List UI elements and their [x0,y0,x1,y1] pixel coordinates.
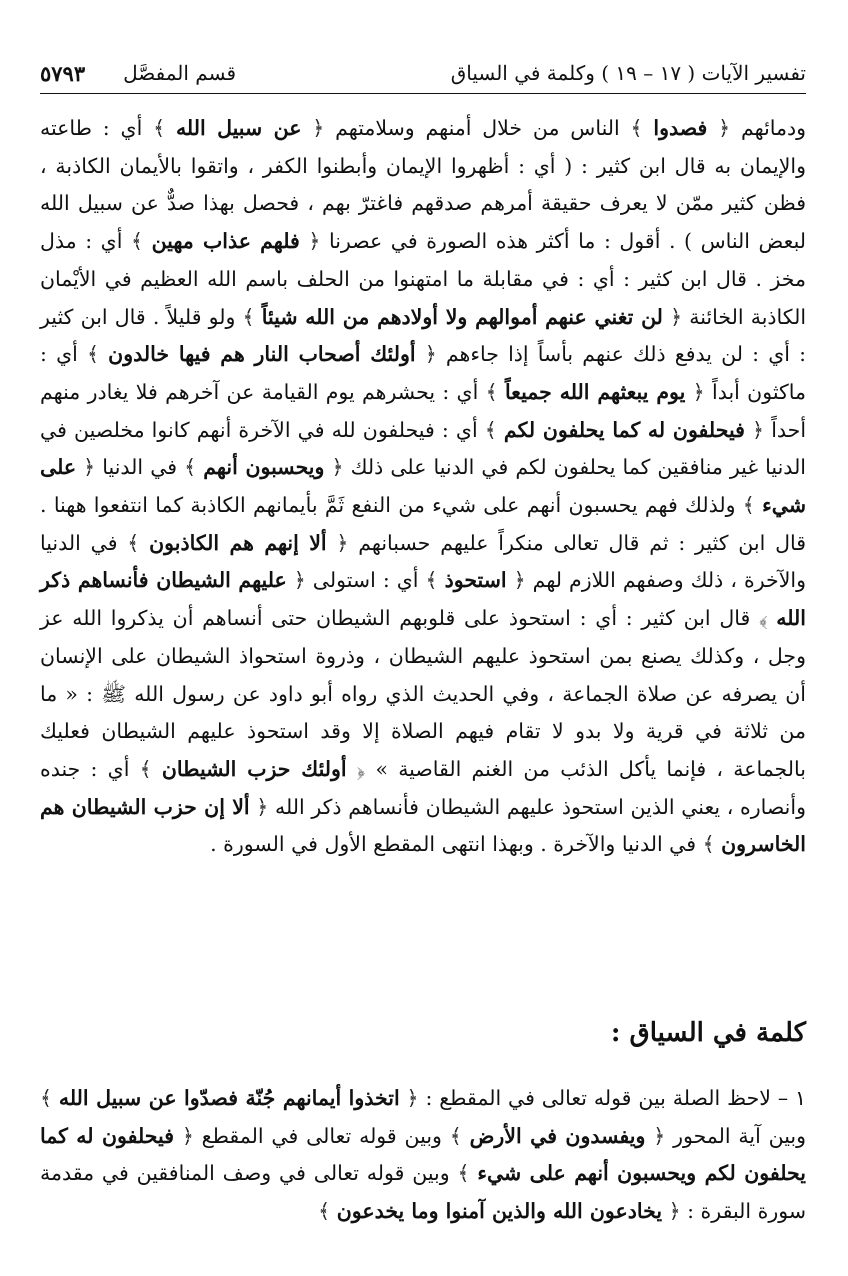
ornate-bracket-close: ﴾ [130,229,152,254]
running-head-title: تفسير الآيات ( ١٧ – ١٩ ) وكلمة في السياق [450,61,806,85]
ornate-bracket-close: ﴾ [742,493,763,518]
ornate-bracket-open: ﴿ [346,756,366,781]
commentary-text: قال ابن كثير : أي : استحوذ على قلوبهم الشيطان حتى أنساهم أن يذكروا الله عز وجل ، وكذلك يصنع بمن استحوذ عليهم الشيطان ، وذروة استحواذ الشيطان على الإنسان أن يصرفه عن صلاة الجماعة ، وفي الحديث الذي رواه أبو داود عن رسول الله ﷺ : « ما من ثلاثة في قرية ولا بدو لا تقام فيهم الصلاة إلا وقد استحوذ عليهم الشيطان فعليك بالجماعة ، فإنما يأكل الذئب من الغنم القاصية » [40,606,806,781]
quran-verse-quote: على شيء [40,455,806,518]
ornate-bracket-open: ﴿ [415,342,437,367]
commentary-text: أي : طاعته والإيمان به قال ابن كثير : ( أي : أظهروا الإيمان وأبطنوا الكفر ، واتقوا بالأيمان الكاذبة ، فظن كثير ممّن لا يعرف حقيقة أمرهم صدقهم فاغترّ بهم ، فحصل بهذا صدٌّ عن سبيل الله لبعض الناس ) . أقول : ما أكثر هذه الصورة في عصرنا [40,116,806,254]
ornate-bracket-close: ﴾ [318,1198,337,1223]
context-paragraph [40,1080,806,1230]
quran-verse-quote: لن تغني عنهم أموالهم ولا أولادهم من الله شيئاً [261,304,663,329]
quran-verse-quote: فيحلفون له كما يحلفون لكم ويحسبون أنهم على شيء [40,1123,806,1185]
commentary-text: أي : استولى [305,568,426,593]
quran-verse-quote: ألا إن حزب الشيطان هم الخاسرون [40,794,806,857]
ornate-bracket-close: ﴾ [40,1086,59,1110]
tafsir-body [40,110,806,864]
section-heading: كلمة في السياق : [610,1018,806,1048]
section-name: قسم المفصَّل [123,61,237,85]
quran-verse-quote: ألا إنهم هم الكاذبون [149,530,327,555]
ornate-bracket-open: ﴿ [662,1198,681,1223]
ornate-bracket-open: ﴿ [506,568,526,593]
running-head-left [40,61,236,86]
ornate-bracket-open: ﴿ [685,379,705,404]
quran-verse-quote: ويحسبون أنهم [203,455,325,480]
ornate-bracket-close: ﴾ [630,116,654,140]
ornate-bracket-close: ﴾ [702,832,722,857]
ornate-bracket-open: ﴿ [286,568,306,593]
ornate-bracket-close: ﴾ [485,379,505,404]
ornate-bracket-close: ﴾ [457,1161,478,1185]
ornate-bracket-open: ﴿ [707,116,731,140]
commentary-text: ودمائهم [730,116,807,140]
commentary-text: أي : فيحلفون لله في الآخرة أنهم كانوا مخلصين في الدنيا غير منافقين كما يحلفون لكم في الدنيا على ذلك [40,417,807,480]
commentary-text: في الدنيا [95,455,185,480]
quran-verse-quote: استحوذ [444,568,507,593]
ornate-bracket-open: ﴿ [299,229,321,254]
ornate-bracket-open: ﴿ [249,794,269,819]
quran-verse-quote: يوم يبعثهم الله جميعاً [504,379,686,404]
ornate-bracket-open: ﴿ [326,530,349,555]
ornate-bracket-close: ﴾ [127,530,150,555]
commentary-text: أي : مذل مخز . قال ابن كثير : أي : في مقابلة ما امتهنوا من الحلف باسم الله العظيم في الأيْمان الكاذبة الخائنة [40,229,807,329]
ornate-bracket-open: ﴿ [399,1086,419,1110]
quran-verse-quote: عليهم الشيطان فأنساهم ذكر الله [40,568,806,631]
ornate-bracket-close: ﴾ [425,568,445,593]
commentary-text: الناس من خلال أمنهم وسلامتهم [324,116,631,140]
commentary-text: ولو قليلاً . قال ابن كثير : أي : لن يدفع ذلك عنهم بأساً إذا جاءهم [40,304,807,367]
quran-verse-quote: فلهم عذاب مهين [151,229,300,254]
running-head [40,56,806,90]
ornate-bracket-close: ﴾ [184,455,204,480]
ornate-bracket-open: ﴿ [645,1123,666,1148]
quran-verse-quote: فصدوا [653,116,708,140]
quran-verse-quote: اتخذوا أيمانهم جُنّة فصدّوا عن سبيل الله [58,1086,400,1110]
commentary-text: وبين قوله تعالى في وصف المنافقين في مقدمة سورة البقرة : [40,1161,806,1223]
header-rule [40,93,806,94]
quran-verse-quote: يخادعون الله والذين آمنوا وما يخدعون [336,1198,663,1223]
ornate-bracket-close: ﴾ [153,116,176,140]
commentary-text: في الدنيا والآخرة . وبهذا انتهى المقطع الأول في السورة . [210,832,703,857]
quran-verse-quote: ويفسدون في الأرض [469,1123,646,1148]
ornate-bracket-open: ﴿ [76,455,96,480]
quran-verse-quote: فيحلفون له كما يحلفون لكم [503,417,745,442]
quran-verse-quote: عن سبيل الله [175,116,302,140]
page-number: ٥٧٩٣ [40,60,86,86]
commentary-text: في الدنيا والآخرة ، ذلك وصفهم اللازم لهم [40,530,806,593]
commentary-text: أي : يحشرهم يوم القيامة عن آخرهم فلا يغادر منهم أحداً [40,379,807,442]
ornate-bracket-close: ﴾ [139,756,162,781]
ornate-bracket-close: ﴾ [242,304,262,329]
tafsir-paragraph [40,110,806,864]
ornate-bracket-close: ﴾ [759,606,777,631]
ornate-bracket-close: ﴾ [484,417,504,442]
commentary-text: وبين قوله تعالى في المقطع [193,1123,450,1148]
commentary-text: ولذلك فهم يحسبون أنهم على شيء من النفع ثَمَّ بأيمانهم الكاذبة كما انتفعوا ههنا . قال ابن كثير : ثم قال تعالى منكراً عليهم حسبانهم [40,493,807,555]
ornate-bracket-open: ﴿ [174,1123,194,1148]
ornate-bracket-open: ﴿ [301,116,325,140]
ornate-bracket-open: ﴿ [662,304,683,329]
context-body [40,1080,806,1230]
ornate-bracket-close: ﴾ [86,342,109,367]
ornate-bracket-open: ﴿ [324,455,344,480]
commentary-text: ١ – لاحظ الصلة بين قوله تعالى في المقطع : [418,1086,806,1110]
commentary-text: أي : جنده وأنصاره ، يعني الذين استحوذ عليهم الشيطان فأنساهم ذكر الله [40,756,806,819]
ornate-bracket-open: ﴿ [744,417,765,442]
commentary-text: أي : ماكثون أبداً [40,342,806,404]
quran-verse-quote: أولئك أصحاب النار هم فيها خالدون [108,342,416,367]
ornate-bracket-close: ﴾ [449,1123,470,1148]
commentary-text: وبين آية المحور [665,1123,807,1148]
quran-verse-quote: أولئك حزب الشيطان [161,756,347,781]
